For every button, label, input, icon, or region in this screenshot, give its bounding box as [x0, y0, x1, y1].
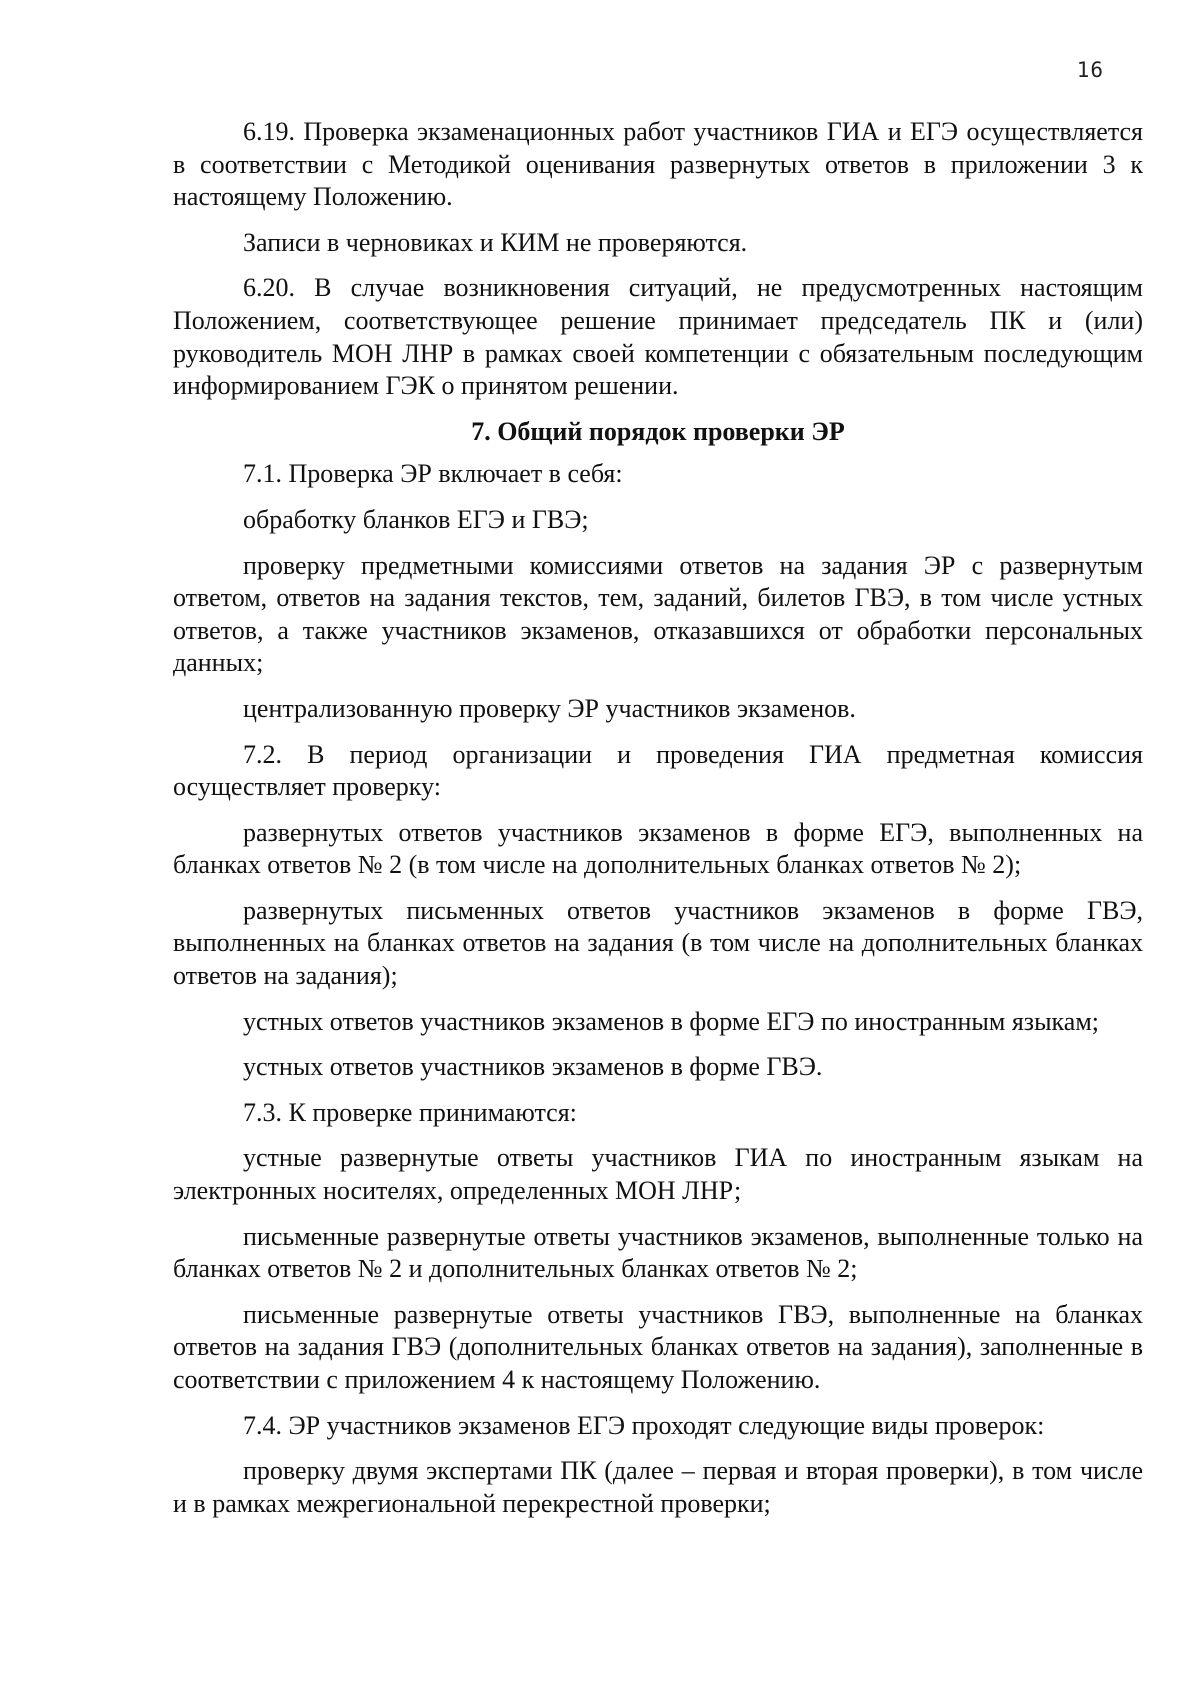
list-item-oral-foreign: устные развернутые ответы участников ГИА по иностранным языкам на электронных носителях, определенных МОН ЛНР;: [173, 1143, 1143, 1206]
list-item-written-blank-2: письменные развернутые ответы участников экзаменов, выполненные только на бланках ответов № 2 и дополнительных бланках ответов № 2;: [173, 1221, 1143, 1284]
page-number: 16: [1076, 58, 1104, 82]
list-item-subject-check: проверку предметными комиссиями ответов на задания ЭР с развернутым ответом, ответов на задания текстов, тем, заданий, билетов ГВЭ, в том числе устных ответов, а также участников экзаменов, отказавшихся от обработки персональных данных;: [173, 550, 1143, 678]
list-item-centralized-check: централизованную проверку ЭР участников экзаменов.: [243, 693, 856, 723]
paragraph-6-20: 6.20. В случае возникновения ситуаций, не предусмотренных настоящим Положением, соответствующее решение принимает председатель ПК и (или) руководитель МОН ЛНР в рамках своей компетенции с обязательным последующим информированием ГЭК о принятом решении.: [173, 273, 1143, 401]
paragraph-7-1: 7.1. Проверка ЭР включает в себя:: [243, 459, 623, 489]
paragraph-6-19: 6.19. Проверка экзаменационных работ участников ГИА и ЕГЭ осуществляется в соответствии с Методикой оценивания развернутых ответов в приложении 3 к настоящему Положению.: [173, 117, 1143, 212]
list-item-gve-written: развернутых письменных ответов участников экзаменов в форме ГВЭ, выполненных на бланках ответов на задания (в том числе на дополнительных бланках ответов на задания);: [173, 895, 1143, 991]
list-item-gve-oral: устных ответов участников экзаменов в форме ГВЭ.: [243, 1052, 823, 1082]
list-item-gve-blanks: письменные развернутые ответы участников ГВЭ, выполненные на бланках ответов на задания ГВЭ (дополнительных бланках ответов на задания), заполненные в соответствии с приложением 4 к настоящему Положению.: [173, 1299, 1143, 1394]
paragraph-drafts-note: Записи в черновиках и КИМ не проверяются.: [243, 227, 748, 257]
list-item-two-experts: проверку двумя экспертами ПК (далее – первая и вторая проверки), в том числе и в рамках межрегиональной перекрестной проверки;: [173, 1456, 1143, 1518]
paragraph-7-2: 7.2. В период организации и проведения ГИА предметная комиссия осуществляет проверку:: [173, 739, 1143, 802]
section-heading-7: 7. Общий порядок проверки ЭР: [471, 416, 845, 446]
list-item-processing: обработку бланков ЕГЭ и ГВЭ;: [243, 504, 589, 534]
document-body: [173, 116, 1143, 1533]
list-item-ege-answers: развернутых ответов участников экзаменов в форме ЕГЭ, выполненных на бланках ответов № 2 (в том числе на дополнительных бланках ответов № 2);: [173, 817, 1143, 880]
paragraph-7-3: 7.3. К проверке принимаются:: [243, 1097, 577, 1127]
list-item-ege-oral: устных ответов участников экзаменов в форме ЕГЭ по иностранным языкам;: [243, 1006, 1099, 1036]
paragraph-7-4: 7.4. ЭР участников экзаменов ЕГЭ проходят следующие виды проверок:: [243, 1410, 1045, 1440]
